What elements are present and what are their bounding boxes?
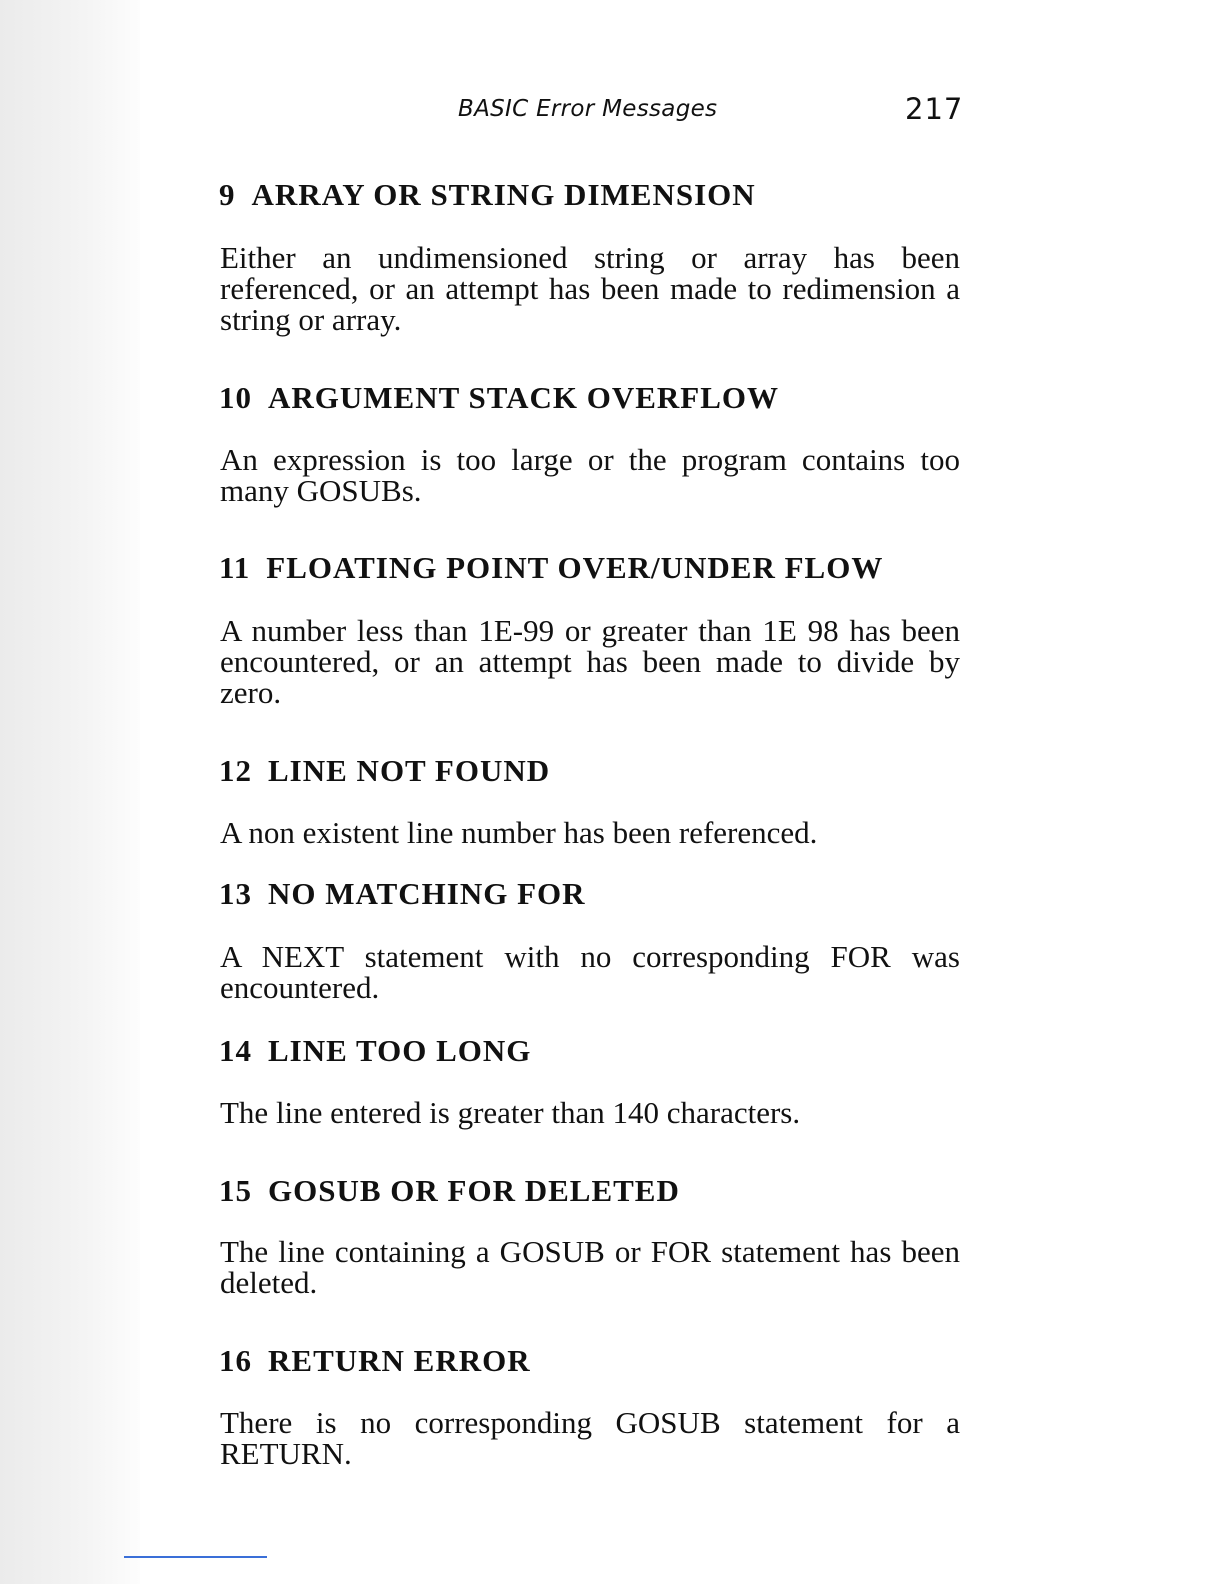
error-number: 10	[219, 380, 252, 415]
error-heading-11	[219, 550, 883, 586]
error-description-10: An expression is too large or the program contains too many GOSUBs.	[220, 442, 960, 508]
error-description-16: There is no corresponding GOSUB statement for a RETURN.	[220, 1405, 960, 1471]
page-number: 217	[905, 92, 964, 126]
error-description-13: A NEXT statement with no corresponding FOR was encountered.	[220, 939, 960, 1005]
error-number: 15	[219, 1173, 252, 1208]
error-title: NO MATCHING FOR	[268, 876, 586, 911]
error-title: FLOATING POINT OVER/UNDER FLOW	[266, 550, 884, 585]
error-number: 16	[219, 1343, 252, 1378]
running-head-title: BASIC Error Messages	[458, 96, 718, 122]
error-description-12: A non existent line number has been referenced.	[220, 815, 818, 850]
error-title: RETURN ERROR	[268, 1343, 531, 1378]
error-description-9: Either an undimensioned string or array has been referenced, or an attempt has been made to redimension a string or array.	[220, 240, 960, 337]
error-number: 11	[219, 550, 251, 585]
error-heading-9	[219, 177, 756, 213]
error-number: 9	[219, 177, 236, 212]
error-number: 12	[219, 753, 252, 788]
error-heading-15	[219, 1173, 680, 1209]
error-title: ARRAY OR STRING DIMENSION	[251, 177, 756, 212]
error-heading-14	[219, 1033, 531, 1069]
error-number: 14	[219, 1033, 252, 1068]
error-description-14: The line entered is greater than 140 characters.	[220, 1095, 801, 1130]
error-heading-10	[219, 380, 779, 416]
error-title: LINE TOO LONG	[268, 1033, 532, 1068]
error-description-11: A number less than 1E-99 or greater than 1E 98 has been encountered, or an attempt has been made to divide by zero.	[220, 613, 960, 710]
error-description-15: The line containing a GOSUB or FOR statement has been deleted.	[220, 1234, 960, 1300]
error-title: ARGUMENT STACK OVERFLOW	[268, 380, 780, 415]
error-heading-12	[219, 753, 550, 789]
footer-divider	[124, 1556, 267, 1558]
error-heading-16	[219, 1343, 531, 1379]
error-title: LINE NOT FOUND	[268, 753, 551, 788]
error-heading-13	[219, 876, 586, 912]
error-title: GOSUB OR FOR DELETED	[268, 1173, 680, 1208]
error-number: 13	[219, 876, 252, 911]
